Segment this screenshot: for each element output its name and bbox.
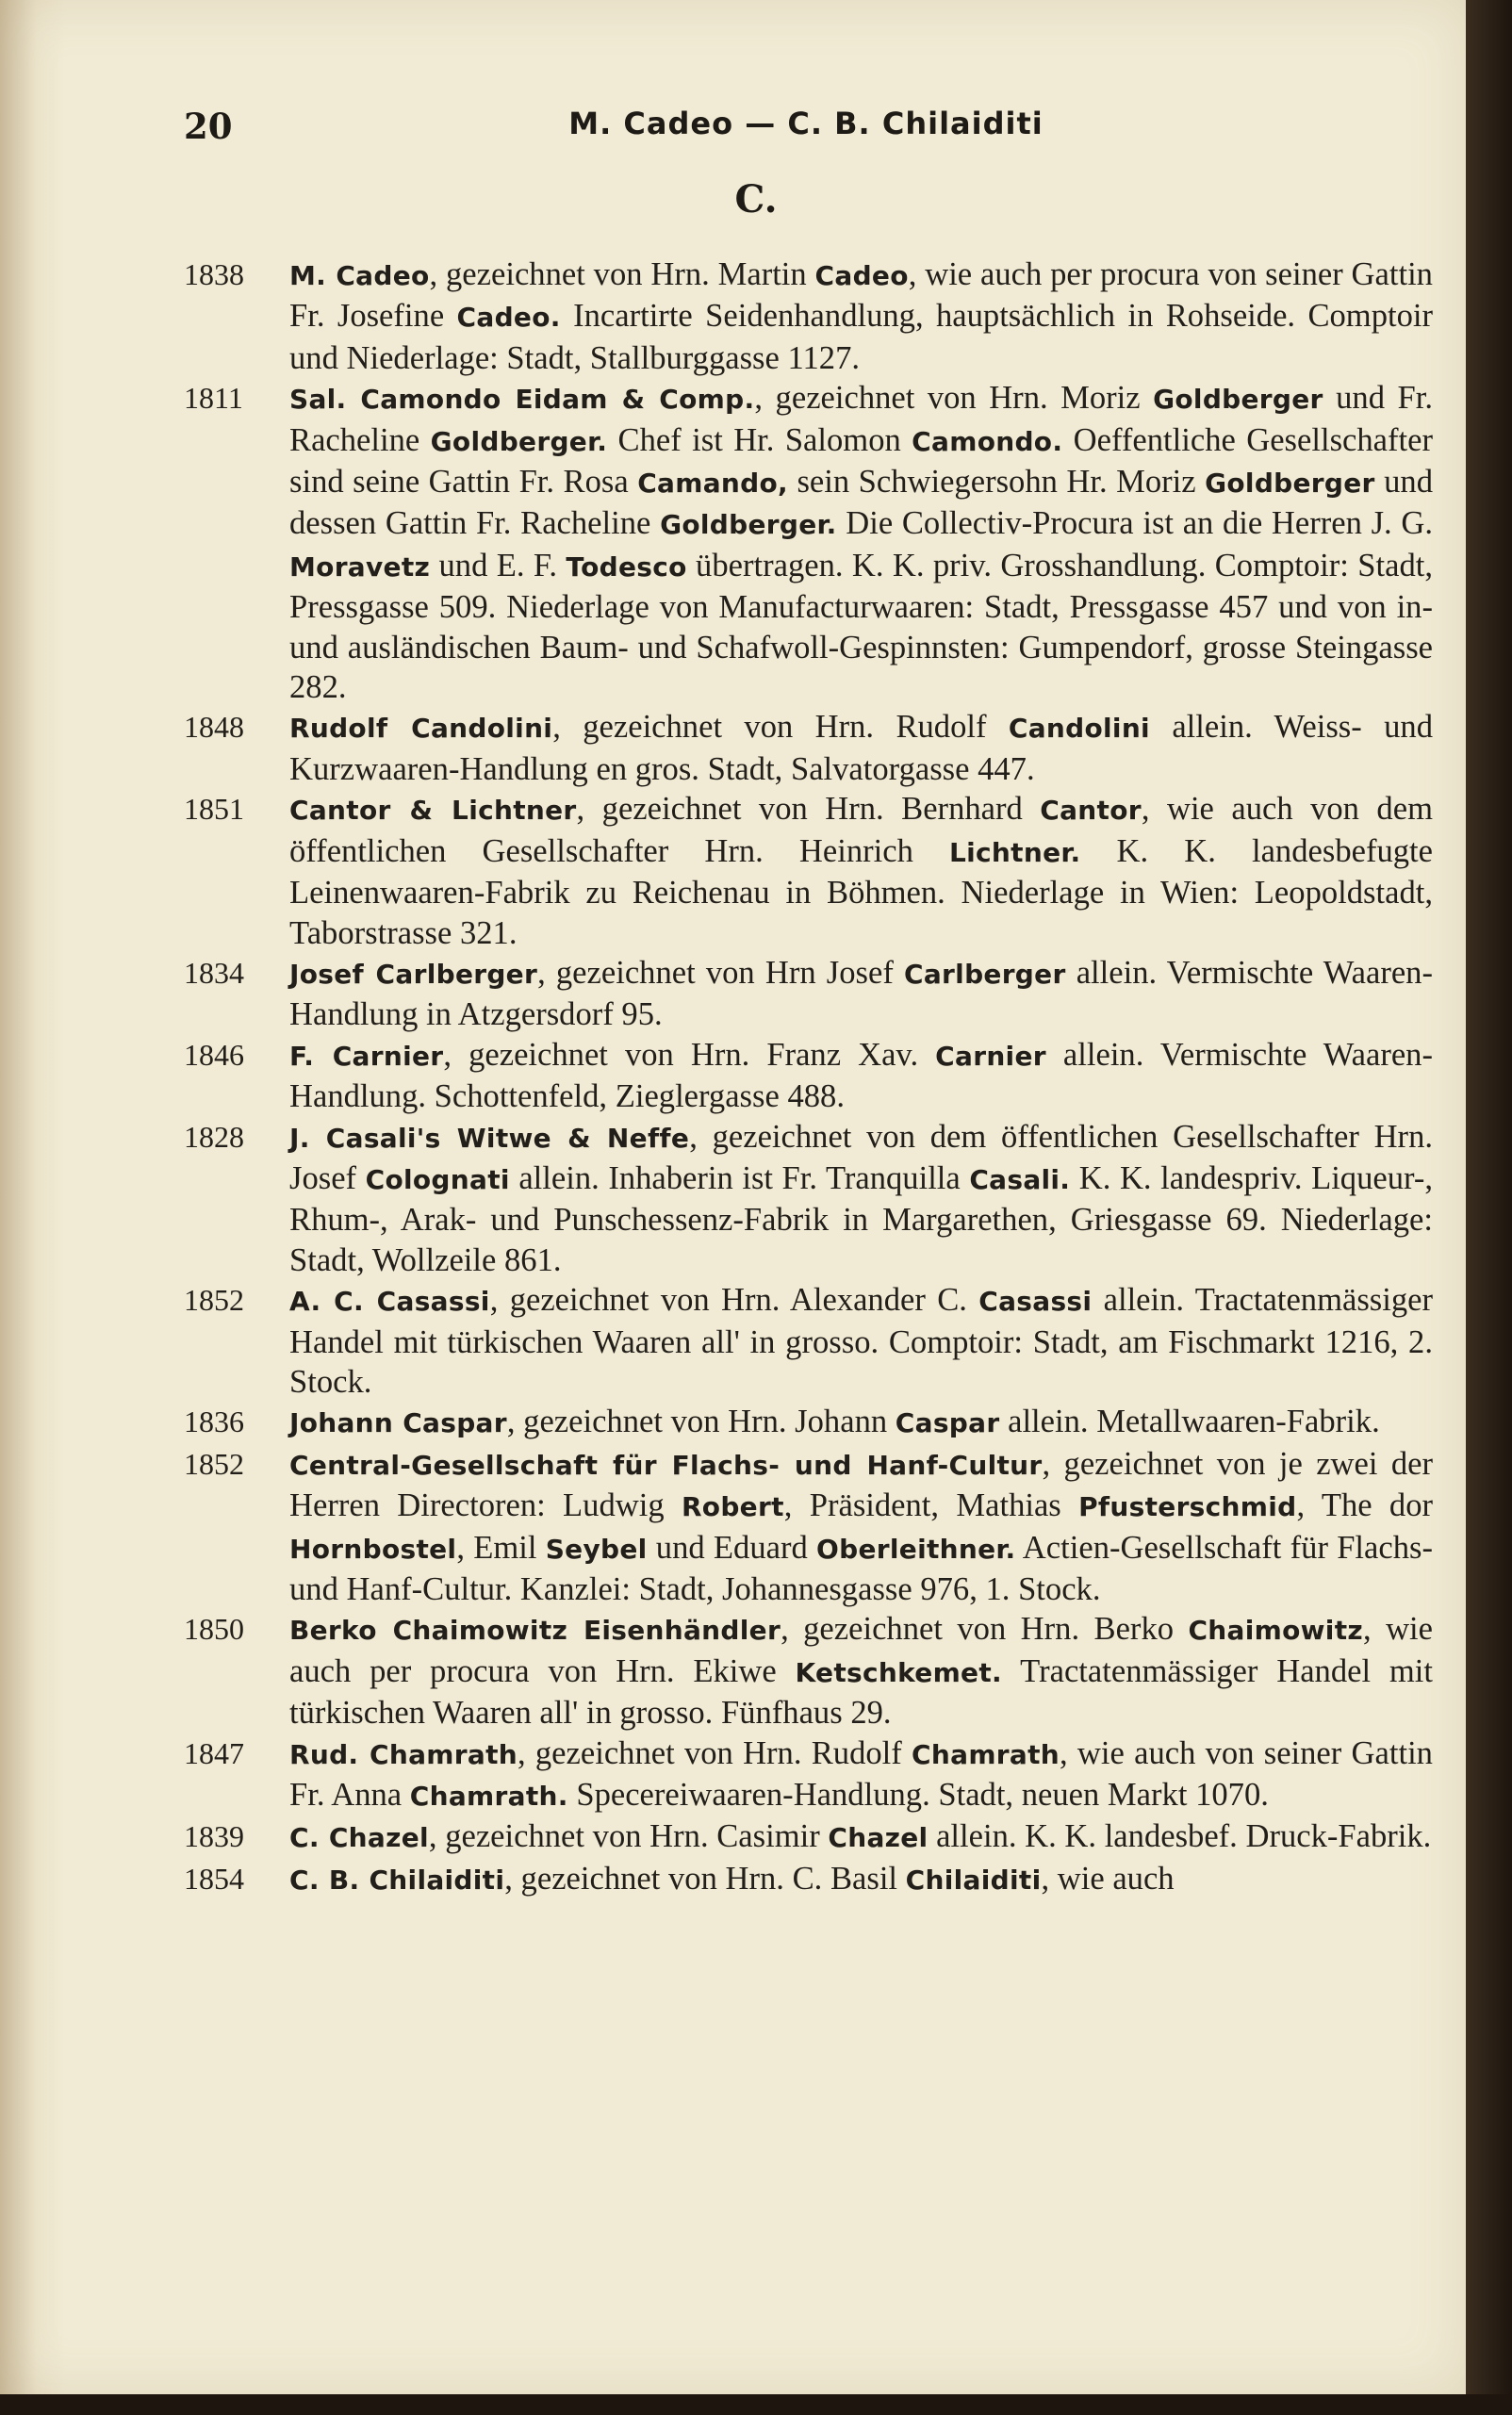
entry-text [289, 1280, 1433, 1402]
directory-entry [184, 707, 1433, 789]
entry-description: allein. Inhaberin ist Fr. Tranquilla [509, 1159, 970, 1196]
entry-text [289, 1609, 1433, 1733]
entry-year: 1834 [184, 955, 244, 990]
entry-description: und E. F. [430, 547, 567, 583]
entry-text [289, 378, 1433, 707]
directory-entry [184, 1402, 1433, 1443]
firm-name: Casassi [978, 1286, 1093, 1318]
entry-year: 1854 [184, 1861, 244, 1896]
directory-entry [184, 1859, 1433, 1900]
entry-text [289, 255, 1433, 378]
firm-name: Sal. Camondo Eidam & Comp. [289, 384, 755, 416]
entry-description: und Eduard [647, 1529, 817, 1566]
firm-name: Chaimowitz [1188, 1615, 1363, 1647]
firm-name: Chamrath [912, 1738, 1060, 1770]
entry-description: Specereiwaaren-Handlung. Stadt, neuen Markt 1070. [567, 1777, 1269, 1814]
entry-description: Die Collectiv-Procura ist an die Herren J. G. [836, 505, 1433, 542]
firm-name: Hornbostel [289, 1533, 457, 1565]
directory-entry [184, 789, 1433, 953]
entry-description: , The dor [1296, 1487, 1433, 1524]
page-gutter-shadow [0, 0, 66, 2394]
firm-name: Central-Gesellschaft für Flachs- und Hanf-Cultur [289, 1449, 1043, 1481]
firm-name: M. Cadeo [289, 260, 430, 291]
firm-name: Oberleithner. [816, 1533, 1016, 1565]
entry-description: , gezeichnet von Hrn. Moriz [754, 380, 1154, 417]
entry-text [289, 1035, 1433, 1117]
entry-year: 1852 [184, 1446, 244, 1481]
book-edge-right [1466, 0, 1512, 2415]
entry-description: , gezeichnet von je zwei der Herren Directoren: Ludwig [289, 1445, 1433, 1524]
firm-name: Johann Caspar [289, 1407, 507, 1439]
directory-entry [184, 1035, 1433, 1117]
entry-description: , gezeichnet von Hrn. C. Basil [504, 1860, 906, 1897]
entry-description: , gezeichnet von Hrn. Rudolf [518, 1734, 912, 1771]
entry-description: , gezeichnet von Hrn. Bernhard [576, 791, 1041, 828]
entry-description: und Fr. Racheline [289, 380, 1433, 458]
entry-description: übertragen. K. K. priv. Grosshandlung. Comptoir: Stadt, Pressgasse 509. Niederlage von Manufacturwaaren: Stadt, Pressgasse 457 und von in- und ausländischen Baum- und Schafwoll-Gespinnsten: Gumpendorf, grosse Steingasse 282. [289, 547, 1433, 706]
directory-entries [184, 255, 1433, 1900]
entry-description: allein. Vermischte Waaren-Handlung in Atzgersdorf 95. [289, 954, 1433, 1033]
firm-name: Chamrath. [409, 1781, 568, 1813]
firm-name: Casali. [969, 1163, 1071, 1195]
section-letter: C. [734, 177, 778, 222]
page-number: 20 [184, 106, 233, 147]
entry-year: 1852 [184, 1283, 244, 1318]
firm-name: Cadeo. [456, 302, 561, 334]
entry-text [289, 1117, 1433, 1281]
entry-description: Oeffentliche Gesellschafter sind seine Gattin Fr. Rosa [289, 421, 1433, 501]
entry-description: , wie auch von dem öffentlichen Gesellschafter Hrn. Heinrich [289, 791, 1433, 869]
directory-entry [184, 1609, 1433, 1733]
entry-year: 1847 [184, 1735, 244, 1770]
entry-text [289, 1402, 1433, 1443]
firm-name: Pfusterschmid [1078, 1491, 1297, 1523]
entry-description: K. K. landesbefugte Leinenwaaren-Fabrik zu Reichenau in Böhmen. Niederlage in Wien: Leopoldstadt, Taborstrasse 321. [289, 832, 1434, 951]
firm-name: Rudolf Candolini [289, 713, 553, 745]
firm-name: Colognati [365, 1163, 510, 1195]
firm-name: Cadeo [814, 260, 909, 291]
entry-description: , wie auch per procura von Hrn. Ekiwe [289, 1611, 1433, 1689]
firm-name: Candolini [1008, 713, 1150, 745]
directory-entry [184, 1280, 1433, 1402]
entry-description: Tractatenmässiger Handel mit türkischen Waaren all' in grosso. Fünfhaus 29. [289, 1652, 1433, 1732]
entry-text [289, 1444, 1433, 1610]
firm-name: Carnier [935, 1040, 1046, 1072]
entry-description: allein. Metallwaaren-Fabrik. [999, 1404, 1380, 1440]
firm-name: Rud. Chamrath [289, 1738, 518, 1770]
entry-text [289, 1859, 1433, 1900]
firm-name: Goldberger. [430, 425, 608, 457]
entry-description: , gezeichnet von Hrn Josef [537, 954, 905, 991]
firm-name: Goldberger. [660, 509, 837, 541]
entry-description: , gezeichnet von Hrn. Alexander C. [489, 1282, 979, 1319]
entry-text [289, 707, 1433, 789]
firm-name: Carlberger [904, 958, 1066, 990]
firm-name: Camando, [637, 468, 788, 500]
entry-description: , gezeichnet von Hrn. Casimir [428, 1818, 829, 1855]
directory-entry [184, 1444, 1433, 1610]
firm-name: Cantor [1040, 795, 1142, 827]
entry-description: allein. Tractatenmässiger Handel mit türkischen Waaren all' in grosso. Comptoir: Stadt, am Fischmarkt 1216, 2. Stock. [289, 1282, 1434, 1400]
entry-description: , Emil [456, 1529, 546, 1566]
book-edge-bottom [0, 2394, 1512, 2415]
firm-name: Josef Carlberger [289, 958, 538, 990]
entry-text [289, 1816, 1433, 1858]
firm-name: J. Casali's Witwe & Neffe [289, 1122, 690, 1154]
entry-description: , gezeichnet von Hrn. Berko [781, 1611, 1189, 1648]
firm-name: Berko Chaimowitz Eisenhändler [289, 1615, 781, 1647]
firm-name: F. Carnier [289, 1040, 444, 1072]
entry-description: , gezeichnet von dem öffentlichen Gesellschafter Hrn. Josef [289, 1118, 1434, 1196]
firm-name: Goldberger [1205, 468, 1375, 500]
directory-entry [184, 378, 1433, 707]
entry-description: , gezeichnet von Hrn. Franz Xav. [443, 1036, 936, 1073]
entry-year: 1811 [184, 381, 243, 416]
entry-year: 1851 [184, 792, 244, 827]
firm-name: Seybel [545, 1533, 648, 1565]
firm-name: Chilaiditi [905, 1864, 1042, 1896]
entry-description: , wie auch [1041, 1860, 1175, 1897]
entry-year: 1846 [184, 1037, 244, 1072]
entry-description: , gezeichnet von Hrn. Johann [506, 1404, 896, 1440]
entry-description: sein Schwiegersohn Hr. Moriz [787, 464, 1206, 501]
entry-description: , wie auch von seiner Gattin Fr. Anna [289, 1734, 1433, 1814]
directory-entry [184, 255, 1433, 378]
entry-year: 1836 [184, 1405, 244, 1439]
entry-description: , gezeichnet von Hrn. Martin [429, 256, 815, 292]
firm-name: Cantor & Lichtner [289, 795, 577, 827]
firm-name: A. C. Casassi [289, 1286, 490, 1318]
firm-name: Caspar [895, 1407, 1000, 1439]
entry-description: , Präsident, Mathias [783, 1487, 1079, 1524]
entry-description: allein. Vermischte Waaren-Handlung. Schottenfeld, Zieglergasse 488. [289, 1036, 1433, 1115]
entry-description: K. K. landespriv. Liqueur-, Rhum-, Arak- und Punschessenz-Fabrik in Margarethen, Griesgasse 69. Niederlage: Stadt, Wollzeile 861. [289, 1159, 1433, 1278]
entry-year: 1838 [184, 257, 244, 291]
firm-name: Chazel [828, 1822, 929, 1854]
firm-name: Moravetz [289, 550, 431, 583]
entry-year: 1828 [184, 1119, 244, 1154]
entry-year: 1850 [184, 1612, 244, 1647]
entry-text [289, 953, 1433, 1035]
firm-name: Ketschkemet. [795, 1656, 1002, 1688]
entry-year: 1839 [184, 1819, 244, 1854]
entry-description: Chef ist Hr. Salomon [607, 421, 912, 458]
directory-entry [184, 1816, 1433, 1858]
entry-description: , gezeichnet von Hrn. Rudolf [552, 709, 1009, 746]
running-head: M. Cadeo — C. B. Chilaiditi [568, 106, 1044, 141]
directory-entry [184, 1117, 1433, 1281]
entry-description: und dessen Gattin Fr. Racheline [289, 464, 1434, 542]
entry-description: Incartirte Seidenhandlung, hauptsächlich in Rohseide. Comptoir und Niederlage: Stadt, Stallburggasse 1127. [289, 298, 1434, 376]
directory-entry [184, 953, 1433, 1035]
firm-name: Robert [681, 1491, 784, 1523]
firm-name: Todesco [566, 550, 687, 583]
firm-name: C. Chazel [289, 1822, 429, 1854]
entry-description: Actien-Gesellschaft für Flachs- und Hanf-Cultur. Kanzlei: Stadt, Johannesgasse 976, 1. Stock. [289, 1529, 1433, 1607]
page-header [184, 106, 1428, 158]
firm-name: Goldberger [1153, 384, 1323, 416]
entry-text [289, 1733, 1433, 1817]
entry-year: 1848 [184, 710, 244, 745]
directory-entry [184, 1733, 1433, 1817]
firm-name: Camondo. [912, 425, 1063, 457]
entry-description: , wie auch per procura von seiner Gattin Fr. Josefine [289, 256, 1433, 335]
entry-text [289, 789, 1433, 953]
entry-description: allein. Weiss- und Kurzwaaren-Handlung en gros. Stadt, Salvatorgasse 447. [289, 709, 1434, 787]
firm-name: Lichtner. [949, 836, 1081, 868]
firm-name: C. B. Chilaiditi [289, 1864, 505, 1896]
entry-description: allein. K. K. landesbef. Druck-Fabrik. [928, 1818, 1432, 1855]
